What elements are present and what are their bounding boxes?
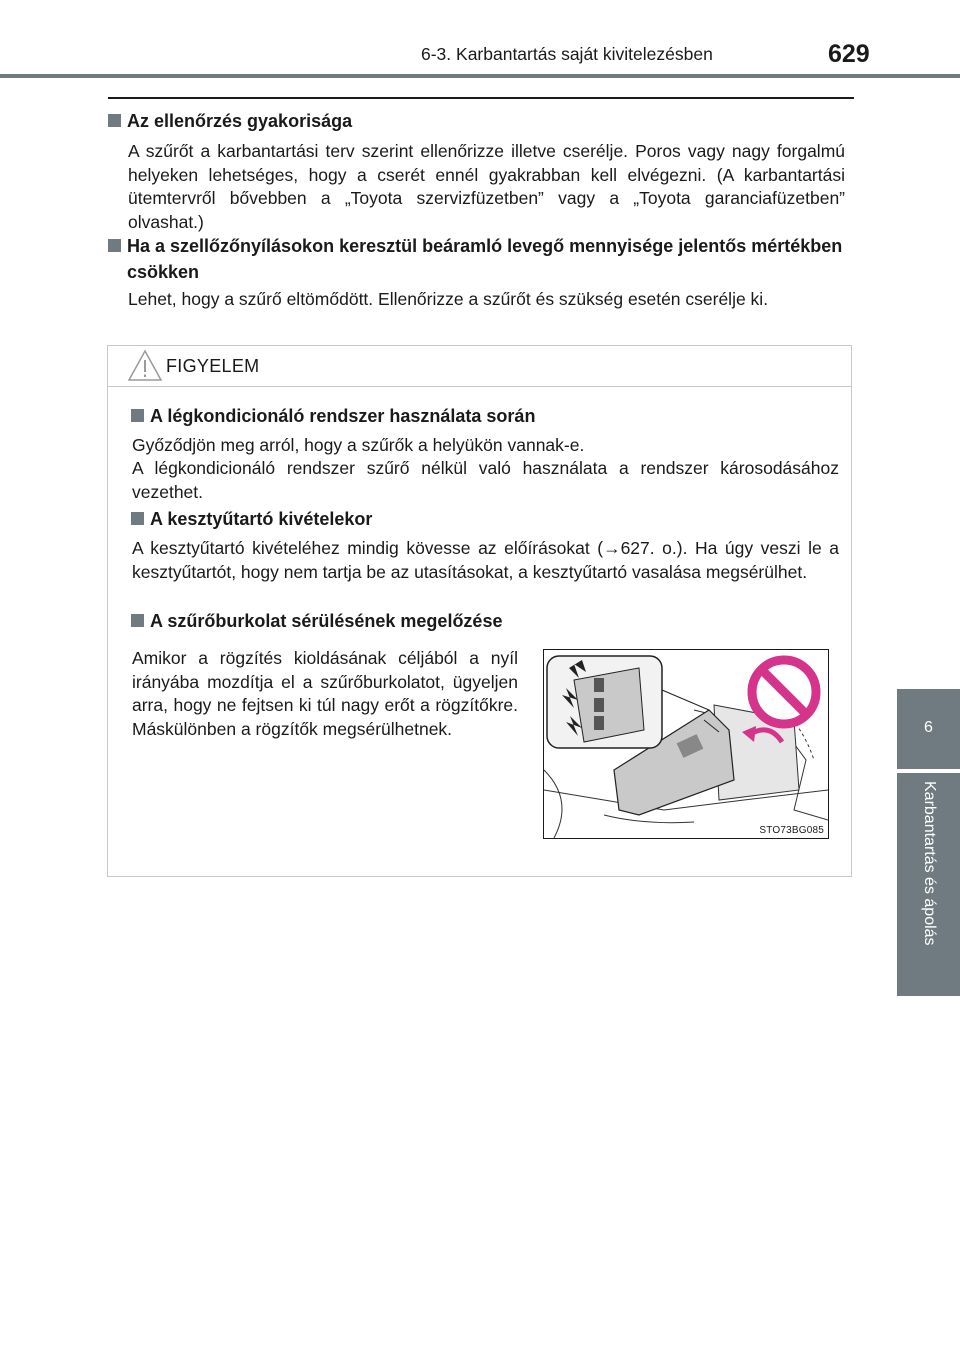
figure-code: STO73BG085 [759,825,824,836]
caution-title: FIGYELEM [166,356,260,376]
page-number: 629 [828,40,870,68]
section-heading-airflow: Ha a szellőzőnyílásokon keresztül beáramló levegő mennyisége jelentős mértékben csökken [108,233,854,285]
header-rule [0,74,960,78]
warning-triangle-icon [127,348,163,382]
chapter-title: Karbantartás és ápolás [921,781,938,946]
caution-heading-cover: A szűrőburkolat sérülésének megelőzése [131,608,502,634]
square-bullet-icon [131,614,144,627]
chapter-tab [897,689,960,769]
chapter-title-tab [897,773,960,996]
section-body-airflow: Lehet, hogy a szűrő eltömődött. Ellenőrizze a szűrőt és szükség esetén cserélje ki. [128,289,769,309]
section-rule [108,97,854,99]
square-bullet-icon [108,114,121,127]
caution-heading-glovebox: A kesztyűtartó kivételekor [131,506,372,532]
caution-header [108,346,851,387]
square-bullet-icon [131,409,144,422]
filter-cover-illustration [543,649,829,839]
chapter-number: 6 [924,719,933,736]
caution-body-glovebox: A kesztyűtartó kivételéhez mindig kövesse az előírásokat (→627. o.). Ha úgy veszi le a kesztyűtartót, hogy nem tartja be az utasításokat, a kesztyűtartó vasalása megsérülhet. [132,538,839,582]
caution-body-ac-2: A légkondicionáló rendszer szűrő nélkül való használata a rendszer károsodásához vezethet. [132,458,839,502]
square-bullet-icon [131,512,144,525]
running-title: 6-3. Karbantartás saját kivitelezésben [421,44,713,64]
caution-heading-ac: A légkondicionáló rendszer használata során [131,403,535,429]
caution-body-ac-1: Győződjön meg arról, hogy a szűrők a helyükön vannak-e. [132,435,585,455]
section-body-frequency: A szűrőt a karbantartási terv szerint ellenőrizze illetve cserélje. Poros vagy nagy forgalmú helyeken lehetséges, hogy a cserét ennél gyakrabban kell elvégezni. (A karbantartási ütemtervről bővebben a „Toyota szervizfüzetben” vagy a „Toyota garanciafüzetben” olvashat.) [128,141,845,232]
square-bullet-icon [108,239,121,252]
caution-body-cover: Amikor a rögzítés kioldásának céljából a nyíl irányába mozdítja el a szűrőburkolatot, ügyeljen arra, hogy ne fejtsen ki túl nagy erőt a rögzítőkre. Máskülönben a rögzítők megsérülhetnek. [132,648,518,739]
section-heading-frequency: Az ellenőrzés gyakorisága [108,108,352,134]
filter-cover-drawing [544,650,828,838]
